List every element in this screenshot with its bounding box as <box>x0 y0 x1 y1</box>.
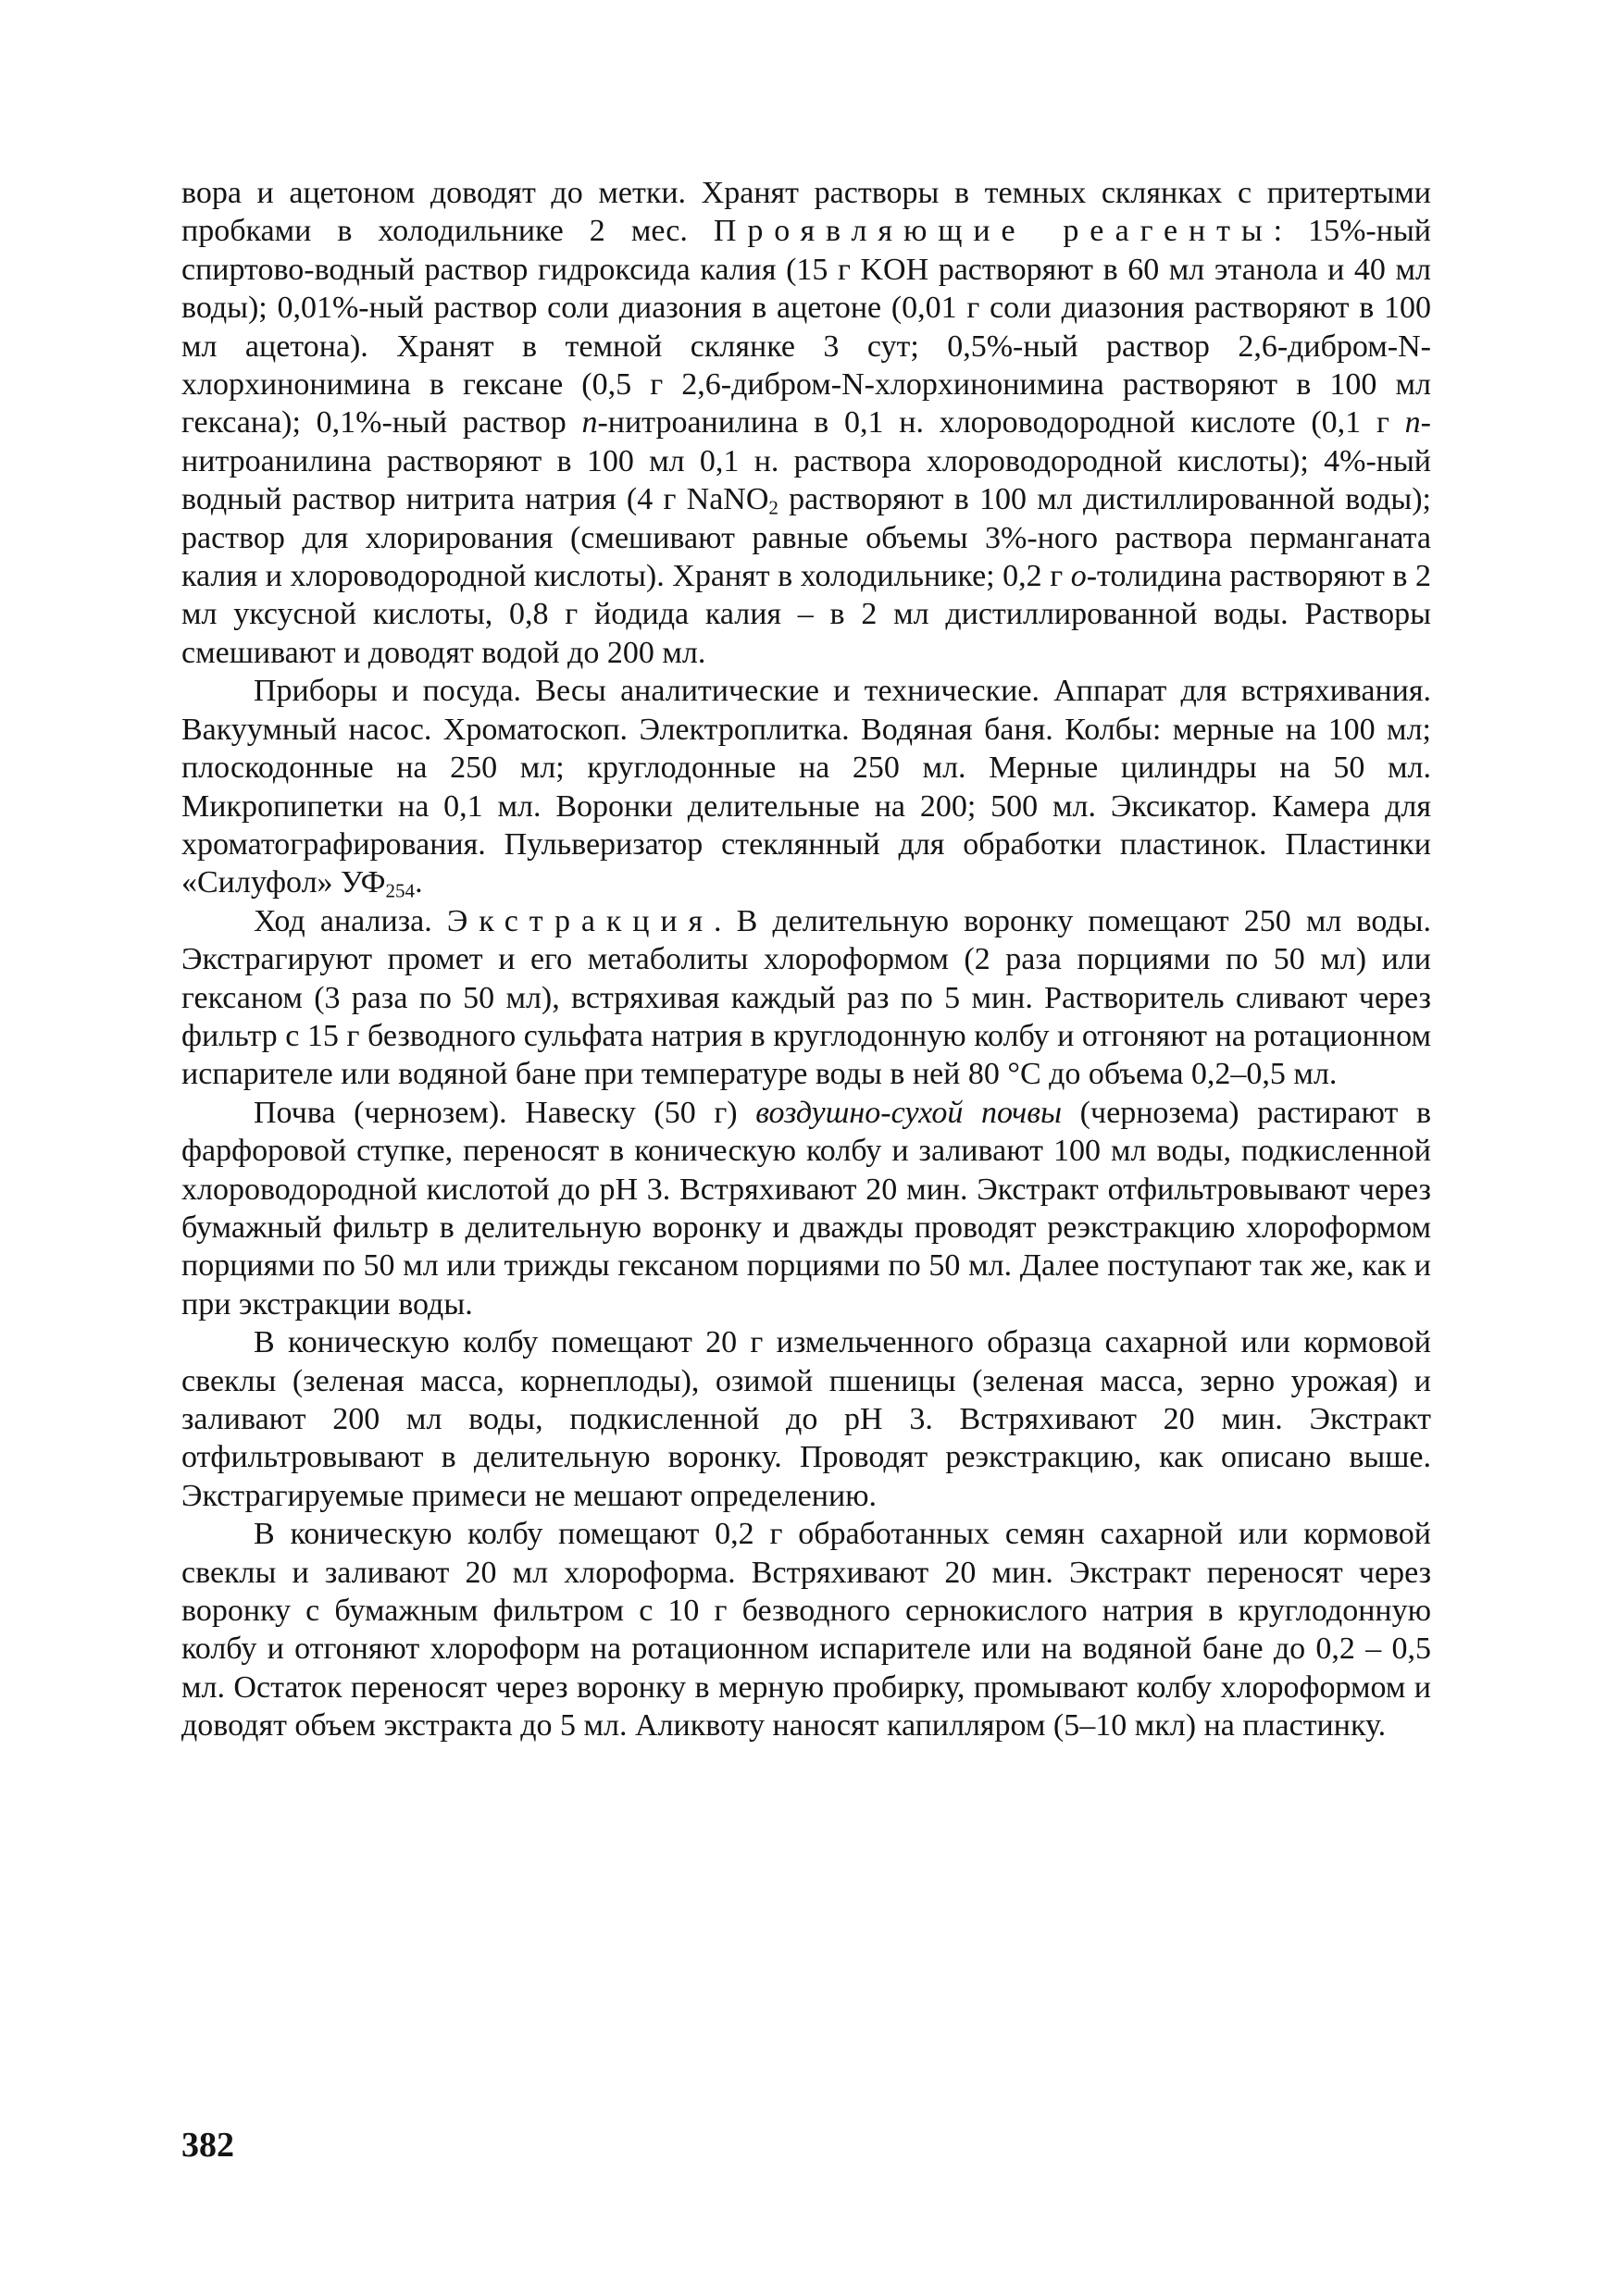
text-run: -нитроанилина растворяют в 100 мл 0,1 н. раствора хлороводородной кислоты); 4%-ный водный раствор нитрита натрия (4 г NaNO <box>181 405 1431 517</box>
text-run: . <box>415 865 423 900</box>
paragraph-equipment <box>181 672 1431 901</box>
subscript: 254 <box>385 879 416 902</box>
italic-prefix: п <box>581 405 598 441</box>
text-run: -толидина растворяют в 2 мл уксусной кислоты, 0,8 г йодида калия – в 2 мл дистиллированной воды. Растворы смешивают и доводят водой до 200 мл. <box>181 559 1432 670</box>
italic-prefix: о <box>1070 559 1087 594</box>
text-run: Почва (чернозем). Навеску (50 г) <box>254 1095 756 1130</box>
text-run: В коническую колбу помещают 0,2 г обработанных семян сахарной или кормовой свеклы и заливают 20 мл хлороформа. Встряхивают 20 мин. Экстракт переносят через воронку с бумажным фильтром с 10 г безводного сернокислого натрия в круглодонную колбу и отгоняют хлороформ на ротационном испарителе или на водяной бане до 0,2 – 0,5 мл. Остаток переносят через воронку в мерную пробирку, промывают колбу хлороформом и доводят объем экстракта до 5 мл. Аликвоту наносят капилляром (5–10 мкл) на пластинку. <box>181 1517 1431 1744</box>
spaced-term-extraction: Экстракция <box>446 903 714 938</box>
text-run: растворяют в 100 мл дистиллированной воды); раствор для хлорирования (смешивают равные объемы 3%-ного раствора перманганата калия и хлороводородной кислоты). Хранят в холодильнике; 0,2 г <box>181 482 1432 594</box>
page-number: 382 <box>181 2126 234 2165</box>
text-run: -нитроанилина в 0,1 н. хлороводородной кислоте (0,1 г <box>597 405 1405 441</box>
paragraph-beet-wheat <box>181 1323 1431 1515</box>
page-body <box>181 174 1431 1745</box>
paragraph-reagents <box>181 174 1431 672</box>
text-run: : 15%-ный спиртово-водный раствор гидроксида калия (15 г KOH растворяют в 60 мл этанола и 40 мл воды); 0,01%-ный раствор соли диазония в ацетоне (0,01 г соли диазония растворяют в 100 мл ацетона). Хранят в темной склянке 3 сут; 0,5%-ный раствор 2,6-дибром-N-хлорхинонимина в гексане (0,5 г 2,6-дибром-N-хлорхинонимина растворяют в 100 мл гексана); 0,1%-ный раствор <box>181 214 1431 441</box>
italic-phrase: воздушно-сухой почвы <box>755 1095 1063 1130</box>
paragraph-seeds <box>181 1515 1431 1744</box>
text-run: вора и ацетоном доводят до метки. Хранят растворы в темных склянках с притертыми пробками в холодильнике 2 мес. <box>181 176 1431 249</box>
italic-prefix: п <box>1404 405 1421 441</box>
text-run: (чернозема) растирают в фарфоровой ступке, переносят в коническую колбу и заливают 100 мл воды, подкисленной хлороводородной кислотой до pH 3. Встряхивают 20 мин. Экстракт отфильтровывают через бумажный фильтр в делительную воронку и дважды проводят реэкстракцию хлороформом порциями по 50 мл или трижды гексаном порциями по 50 мл. Далее поступают так же, как и при экстракции воды. <box>181 1095 1432 1322</box>
text-run: В коническую колбу помещают 20 г измельченного образца сахарной или кормовой свеклы (зеленая масса, корнеплоды), озимой пшеницы (зеленая масса, зерно урожая) и заливают 200 мл воды, подкисленной до pH 3. Встряхивают 20 мин. Экстракт отфильтровывают в делительную воронку. Проводят реэкстракцию, как описано выше. Экстрагируемые примеси не мешают определению. <box>181 1325 1431 1513</box>
text-run: Ход анализа. <box>254 903 447 938</box>
text-run: Приборы и посуда. Весы аналитические и технические. Аппарат для встряхивания. Вакуумный насос. Хроматоскоп. Электроплитка. Водяная баня. Колбы: мерные на 100 мл; плоскодонные на 250 мл; круглодонные на 250 мл. Мерные цилиндры на 50 мл. Микропипетки на 0,1 мл. Воронки делительные на 200; 500 мл. Эксикатор. Камера для хроматографирования. Пульверизатор стеклянный для обработки пластинок. Пластинки «Силуфол» УФ <box>181 674 1431 900</box>
paragraph-soil <box>181 1094 1431 1323</box>
spaced-term-reagents: Проявляющие реагенты <box>713 214 1274 249</box>
paragraph-analysis <box>181 902 1431 1094</box>
text-run: . В делительную воронку помещают 250 мл воды. Экстрагируют промет и его метаболиты хлороформом (2 раза порциями по 50 мл) или гексаном (3 раза по 50 мл), встряхивая каждый раз по 5 мин. Растворитель сливают через фильтр с 15 г безводного сульфата натрия в круглодонную колбу и отгоняют на ротационном испарителе или водяной бане при температуре воды в ней 80 °С до объема 0,2–0,5 мл. <box>181 903 1431 1092</box>
subscript: 2 <box>768 496 778 519</box>
